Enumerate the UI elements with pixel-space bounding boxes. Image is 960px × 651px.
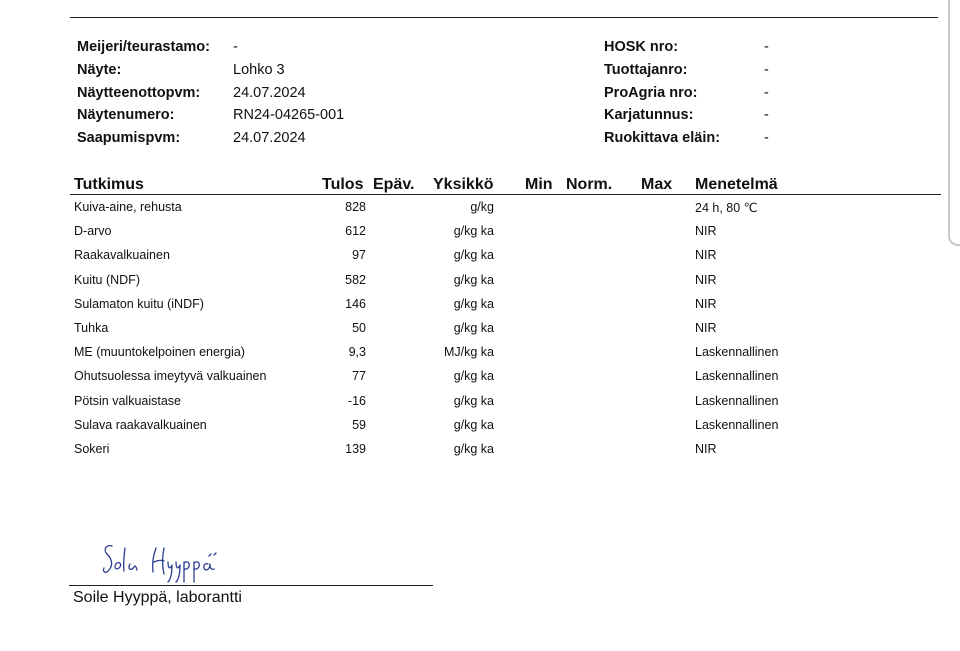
header-tulos: Tulos xyxy=(322,176,364,193)
cell-tulos: 612 xyxy=(345,224,366,239)
cell-menetelma: Laskennallinen xyxy=(695,393,779,408)
sample-info-left-value: Lohko 3 xyxy=(233,62,285,78)
page-edge-shadow xyxy=(948,0,960,246)
cell-tulos: 97 xyxy=(352,248,366,263)
cell-tulos: 59 xyxy=(352,417,366,432)
cell-menetelma: 24 h, 80 ℃ xyxy=(695,201,758,215)
sample-info-right-label: ProAgria nro: xyxy=(604,85,698,101)
header-max: Max xyxy=(641,176,673,193)
cell-tutkimus: ME (muuntokelpoinen energia) xyxy=(74,345,245,360)
sample-info-left-label: Saapumispvm: xyxy=(77,130,181,146)
cell-yksikko: g/kg ka xyxy=(453,248,494,263)
header-menetelma: Menetelmä xyxy=(695,176,778,193)
cell-tulos: -16 xyxy=(347,393,366,408)
sample-info-right-value: - xyxy=(764,107,769,123)
signature-line xyxy=(69,585,433,586)
sample-info-left-label: Näyte: xyxy=(77,62,122,78)
top-divider xyxy=(70,17,938,18)
cell-tutkimus: D-arvo xyxy=(74,224,112,239)
cell-tutkimus: Kuitu (NDF) xyxy=(74,272,140,287)
cell-tulos: 828 xyxy=(345,200,366,214)
cell-tulos: 582 xyxy=(345,272,366,287)
sample-info-right-label: HOSK nro: xyxy=(604,39,679,55)
handwritten-signature xyxy=(98,534,228,584)
cell-tutkimus: Raakavalkuainen xyxy=(74,248,170,263)
header-yksikko: Yksikkö xyxy=(433,176,494,193)
sample-info-left-label: Meijeri/teurastamo: xyxy=(77,39,210,55)
cell-tutkimus: Pötsin valkuaistase xyxy=(74,393,182,408)
cell-tutkimus: Kuiva-aine, rehusta xyxy=(74,200,182,214)
header-min: Min xyxy=(525,176,553,193)
cell-menetelma: Laskennallinen xyxy=(695,345,779,360)
cell-menetelma: NIR xyxy=(695,272,717,287)
sample-info-right-label: Tuottajanro: xyxy=(604,62,688,78)
cell-yksikko: MJ/kg ka xyxy=(443,345,494,360)
sample-info-left-label: Näytenumero: xyxy=(77,107,175,123)
sample-info-right-value: - xyxy=(764,130,769,146)
cell-menetelma: Laskennallinen xyxy=(695,417,779,432)
cell-yksikko: g/kg ka xyxy=(453,321,494,335)
cell-tutkimus: Sokeri xyxy=(74,442,110,456)
sample-info-left-value: 24.07.2024 xyxy=(233,130,306,146)
header-epav: Epäv. xyxy=(373,176,415,193)
cell-yksikko: g/kg ka xyxy=(453,417,494,432)
cell-tutkimus: Tuhka xyxy=(74,321,109,335)
cell-menetelma: NIR xyxy=(695,296,717,311)
cell-tulos: 9,3 xyxy=(348,345,366,360)
sample-info-right-label: Ruokittava eläin: xyxy=(604,130,721,146)
cell-tulos: 50 xyxy=(352,321,366,335)
cell-tulos: 77 xyxy=(352,369,366,384)
sample-info-right-value: - xyxy=(764,62,769,78)
cell-menetelma: NIR xyxy=(695,442,717,456)
cell-yksikko: g/kg ka xyxy=(453,393,494,408)
table-header-divider xyxy=(70,194,941,195)
sample-info-left-value: 24.07.2024 xyxy=(233,85,306,101)
cell-tulos: 139 xyxy=(345,442,366,456)
cell-yksikko: g/kg ka xyxy=(453,296,494,311)
sample-info-right-label: Karjatunnus: xyxy=(604,107,694,123)
cell-yksikko: g/kg ka xyxy=(453,224,494,239)
cell-yksikko: g/kg xyxy=(470,200,494,214)
cell-yksikko: g/kg ka xyxy=(453,272,494,287)
cell-yksikko: g/kg ka xyxy=(453,442,494,456)
cell-yksikko: g/kg ka xyxy=(453,369,494,384)
sample-info-right-value: - xyxy=(764,85,769,101)
header-norm: Norm. xyxy=(566,176,613,193)
cell-menetelma: Laskennallinen xyxy=(695,369,779,384)
sample-info-left-value: RN24-04265-001 xyxy=(233,107,345,123)
cell-tutkimus: Sulamaton kuitu (iNDF) xyxy=(74,296,204,311)
cell-menetelma: NIR xyxy=(695,224,717,239)
signer-name: Soile Hyyppä, laborantti xyxy=(73,589,242,606)
cell-menetelma: NIR xyxy=(695,248,717,263)
cell-tutkimus: Sulava raakavalkuainen xyxy=(74,417,207,432)
sample-info-right-value: - xyxy=(764,39,769,55)
header-tutkimus: Tutkimus xyxy=(74,176,144,193)
cell-tutkimus: Ohutsuolessa imeytyvä valkuainen xyxy=(74,369,267,384)
cell-menetelma: NIR xyxy=(695,321,717,335)
sample-info-left-label: Näytteenottopvm: xyxy=(77,85,201,101)
cell-tulos: 146 xyxy=(345,296,366,311)
sample-info-left-value: - xyxy=(233,39,238,55)
